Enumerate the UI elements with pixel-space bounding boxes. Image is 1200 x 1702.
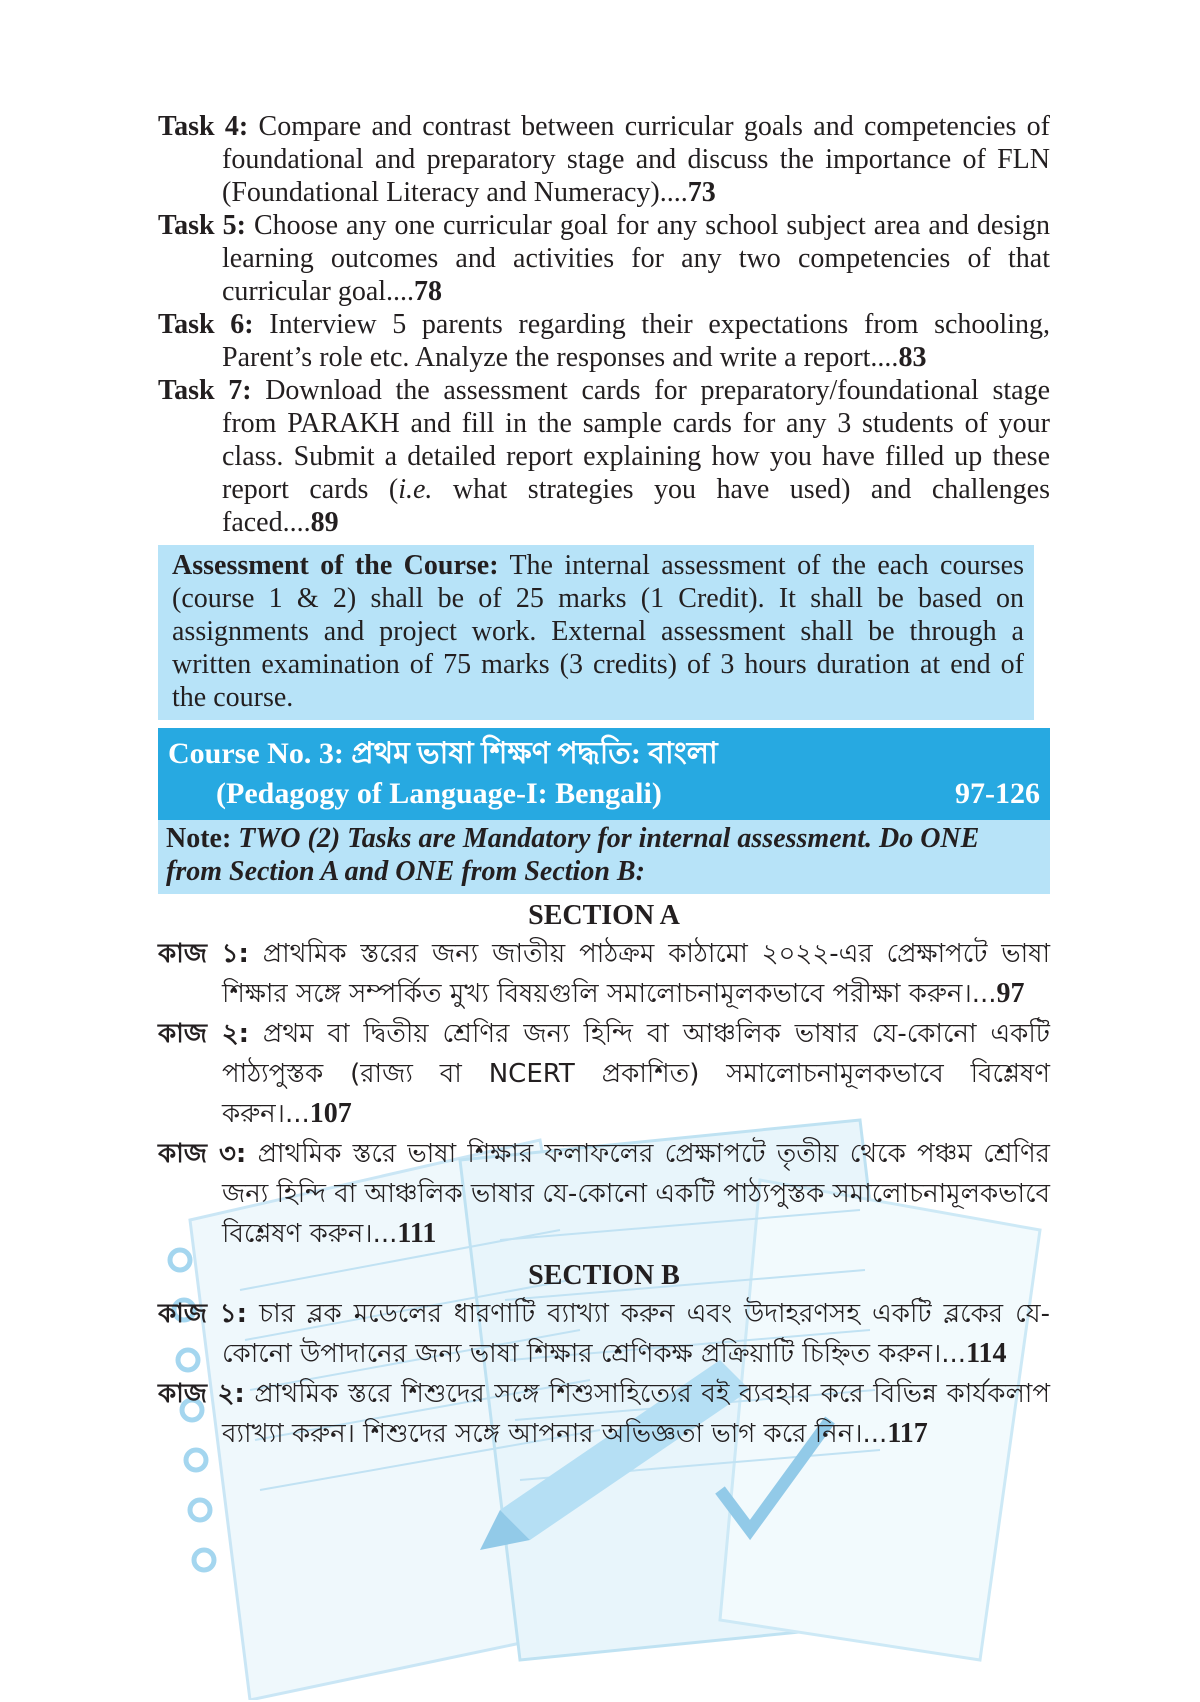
page-ref: 111 [397, 1218, 437, 1249]
page-ref: 117 [887, 1418, 928, 1449]
task-text: Interview 5 parents regarding their expectations from schooling, Parent’s role etc. Analyze the responses and write a report.... [222, 309, 1050, 373]
note-box [158, 820, 1050, 894]
page-ref: 107 [309, 1098, 352, 1129]
section-a-title: SECTION A [528, 900, 680, 931]
task-label: কাজ ১: [158, 1299, 248, 1329]
task-text: what strategies you have used) and challenges faced.... [222, 474, 1050, 538]
assessment-label: Assessment of the Course: [172, 550, 499, 581]
note-label: Note: [166, 823, 232, 854]
page-ref: 89 [310, 507, 339, 538]
task-text: প্রথম বা দ্বিতীয় শ্রেণির জন্য হিন্দি বা আঞ্চলিক ভাষার যে-কোনো একটি পাঠ্যপুস্তক (রাজ্য বা NCERT প্রকাশিত) সমালোচনামূলকভাবে বিশ্লেষণ করুন।... [222, 1019, 1050, 1129]
task-label: কাজ ২: [158, 1379, 245, 1409]
note-text: TWO (2) Tasks are Mandatory for internal assessment. Do ONE from Section A and ONE from Section B: [166, 823, 980, 887]
page-content [158, 110, 1050, 1454]
assessment-text: The internal assessment of the each courses (course 1 & 2) shall be of 25 marks (1 Credit). It shall be based on assignments and project work. External assessment shall be through a written examination of 75 marks (3 credits) of 3 hours duration at end of the course. [172, 550, 1024, 713]
page-ref: 114 [966, 1338, 1007, 1369]
task-label: Task 5: [158, 210, 246, 241]
course-subtitle: (Pedagogy of Language-I: Bengali) [216, 777, 662, 810]
task-text: Download the assessment cards for preparatory/foundational stage from PARAKH and fill in the sample cards for any 3 students of your class. Submit a detailed report explaining how you have filled up these report cards ( [222, 375, 1050, 505]
task-4 [158, 110, 1050, 209]
task-7 [158, 374, 1050, 539]
course-pages: 97-126 [955, 777, 1040, 810]
task-label: Task 7: [158, 375, 252, 406]
section-b-task-2 [158, 1374, 1050, 1454]
task-text: প্রাথমিক স্তরের জন্য জাতীয় পাঠক্রম কাঠামো ২০২২-এর প্রেক্ষাপটে ভাষা শিক্ষার সঙ্গে সম্পর্কিত মুখ্য বিষয়গুলি সমালোচনামূলকভাবে পরীক্ষা করুন।... [222, 939, 1050, 1009]
task-text: প্রাথমিক স্তরে শিশুদের সঙ্গে শিশুসাহিত্যের বই ব্যবহার করে বিভিন্ন কার্যকলাপ ব্যাখ্যা করুন। শিশুদের সঙ্গে আপনার অভিজ্ঞতা ভাগ করে নিন।... [222, 1379, 1050, 1449]
section-a-task-2 [158, 1014, 1050, 1134]
task-text: Choose any one curricular goal for any school subject area and design learning outcomes and activities for any two competencies of that curricular goal.... [222, 210, 1050, 307]
task-text: Compare and contrast between curricular goals and competencies of foundational and preparatory stage and discuss the importance of FLN (Foundational Literacy and Numeracy).... [222, 111, 1050, 208]
task-label: Task 6: [158, 309, 254, 340]
task-text-italic: i.e. [398, 474, 433, 505]
section-b-title: SECTION B [528, 1260, 680, 1291]
page-ref: 97 [996, 978, 1025, 1009]
section-a-task-3 [158, 1134, 1050, 1254]
task-6 [158, 308, 1050, 374]
section-b-task-1 [158, 1294, 1050, 1374]
course-title: Course No. 3: প্রথম ভাষা শিক্ষণ পদ্ধতি: বাংলা [168, 737, 718, 770]
task-5 [158, 209, 1050, 308]
task-label: কাজ ১: [158, 939, 249, 969]
page-ref: 78 [414, 276, 443, 307]
task-text: চার ব্লক মডেলের ধারণাটি ব্যাখ্যা করুন এবং উদাহরণসহ একটি ব্লকের যে-কোনো উপাদানের জন্য ভাষা শিক্ষার শ্রেণিকক্ষ প্রক্রিয়াটি চিহ্নিত করুন।... [222, 1299, 1051, 1369]
task-label: Task 4: [158, 111, 249, 142]
task-text: প্রাথমিক স্তরে ভাষা শিক্ষার ফলাফলের প্রেক্ষাপটে তৃতীয় থেকে পঞ্চম শ্রেণির জন্য হিন্দি বা আঞ্চলিক ভাষার যে-কোনো একটি পাঠ্যপুস্তক সমালোচনামূলকভাবে বিশ্লেষণ করুন।... [222, 1139, 1050, 1249]
section-a-task-1 [158, 934, 1050, 1014]
task-label: কাজ ৩: [158, 1139, 247, 1169]
page-ref: 73 [687, 177, 716, 208]
page-ref: 83 [898, 342, 927, 373]
course-header [158, 728, 1050, 820]
assessment-box [158, 545, 1034, 720]
task-label: কাজ ২: [158, 1019, 249, 1049]
